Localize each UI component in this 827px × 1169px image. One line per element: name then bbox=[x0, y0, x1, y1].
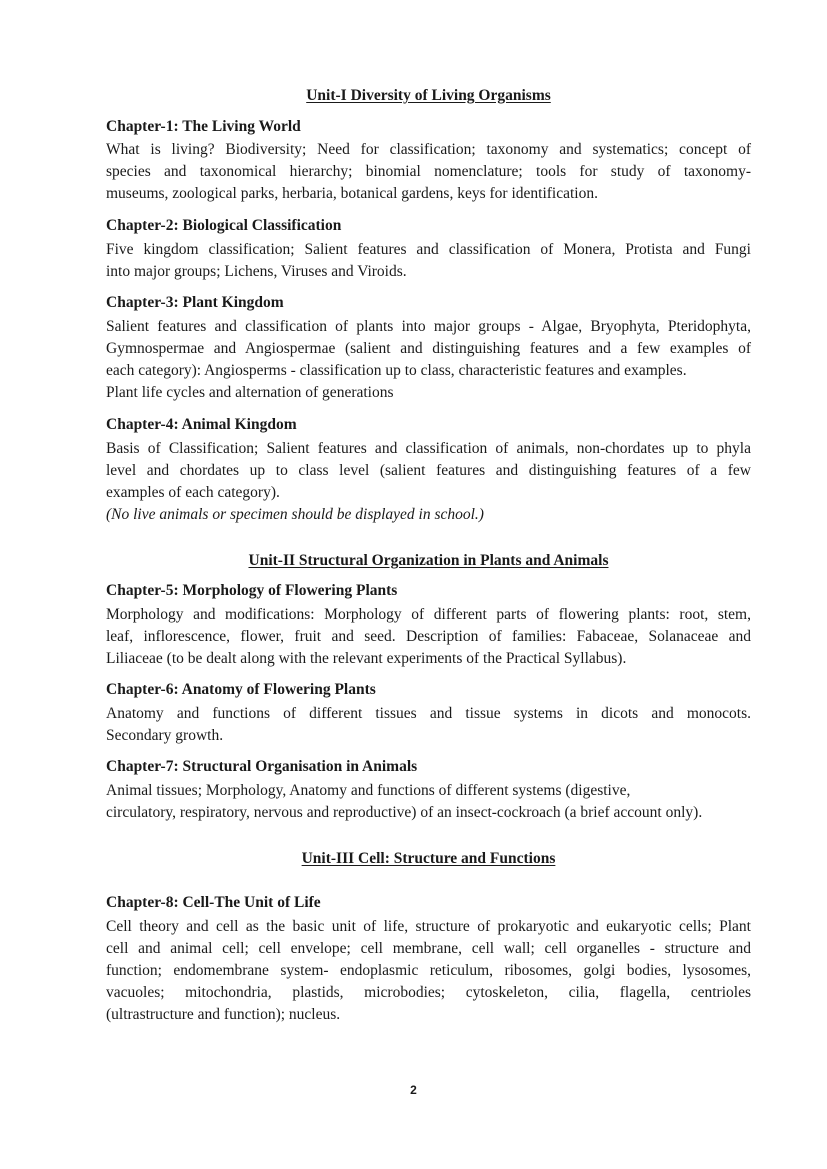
paragraph-line: Plant life cycles and alternation of generations bbox=[106, 384, 394, 401]
paragraph-line: Cell theory and cell as the basic unit of life, structure of prokaryotic and eukaryotic cells; Plant bbox=[106, 918, 751, 935]
unit-title: Unit-II Structural Organization in Plants and Animals bbox=[248, 552, 609, 569]
paragraph-line: Five kingdom classification; Salient features and classification of Monera, Protista and Fungi bbox=[106, 241, 751, 258]
chapter-title: Chapter-7: Structural Organisation in Animals bbox=[106, 758, 418, 775]
paragraph-line: Animal tissues; Morphology, Anatomy and functions of different systems (digestive, bbox=[106, 782, 631, 799]
paragraph-line: function; endomembrane system- endoplasmic reticulum, ribosomes, golgi bodies, lysosomes, bbox=[106, 962, 751, 979]
paragraph-line: museums, zoological parks, herbaria, botanical gardens, keys for identification. bbox=[106, 185, 598, 202]
unit-title: Unit-III Cell: Structure and Functions bbox=[301, 850, 556, 867]
paragraph-line: examples of each category). bbox=[106, 484, 280, 501]
chapter-section bbox=[106, 216, 751, 283]
chapter-section bbox=[106, 757, 751, 824]
chapter-section bbox=[106, 581, 751, 670]
paragraph-line: cell and animal cell; cell envelope; cell membrane, cell wall; cell organelles - structure and bbox=[106, 940, 751, 957]
chapter-section bbox=[106, 415, 751, 526]
chapter-section bbox=[106, 680, 751, 747]
paragraph-line: Secondary growth. bbox=[106, 727, 224, 744]
italic-note: (No live animals or specimen should be displayed in school.) bbox=[106, 506, 484, 523]
chapter-title: Chapter-6: Anatomy of Flowering Plants bbox=[106, 681, 376, 698]
paragraph-line: What is living? Biodiversity; Need for classification; taxonomy and systematics; concept of bbox=[106, 141, 751, 158]
paragraph-line: Morphology and modifications: Morphology of different parts of flowering plants: root, stem, bbox=[106, 606, 751, 623]
paragraph-line: Anatomy and functions of different tissues and tissue systems in dicots and monocots. bbox=[106, 705, 751, 722]
chapter-title: Chapter-3: Plant Kingdom bbox=[106, 294, 284, 311]
paragraph-line: vacuoles; mitochondria, plastids, microbodies; cytoskeleton, cilia, flagella, centrioles bbox=[106, 984, 751, 1001]
chapter-title: Chapter-2: Biological Classification bbox=[106, 217, 342, 234]
paragraph-line: level and chordates up to class level (salient features and distinguishing features of a few bbox=[106, 462, 751, 479]
paragraph-line: Basis of Classification; Salient features and classification of animals, non-chordates up to phyla bbox=[106, 440, 751, 457]
paragraph-line: leaf, inflorescence, flower, fruit and seed. Description of families: Fabaceae, Solanaceae and bbox=[106, 628, 751, 645]
paragraph-line: circulatory, respiratory, nervous and reproductive) of an insect-cockroach (a brief account only). bbox=[106, 804, 703, 821]
page-number: 2 bbox=[410, 1083, 417, 1097]
chapter-title: Chapter-1: The Living World bbox=[106, 118, 301, 135]
paragraph-line: each category): Angiosperms - classification up to class, characteristic features and examples. bbox=[106, 362, 687, 379]
unit-title: Unit-I Diversity of Living Organisms bbox=[306, 87, 551, 104]
chapter-title: Chapter-5: Morphology of Flowering Plants bbox=[106, 582, 398, 599]
paragraph-line: (ultrastructure and function); nucleus. bbox=[106, 1006, 341, 1023]
paragraph-line: Gymnospermae and Angiospermae (salient and distinguishing features and a few examples of bbox=[106, 340, 751, 357]
chapter-title: Chapter-8: Cell-The Unit of Life bbox=[106, 894, 321, 911]
chapter-section bbox=[106, 293, 751, 404]
paragraph-line: Salient features and classification of plants into major groups - Algae, Bryophyta, Pteridophyta, bbox=[106, 318, 751, 335]
chapter-section bbox=[106, 893, 751, 1026]
paragraph-line: Liliaceae (to be dealt along with the relevant experiments of the Practical Syllabus). bbox=[106, 650, 627, 667]
paragraph-line: into major groups; Lichens, Viruses and Viroids. bbox=[106, 263, 407, 280]
chapter-title: Chapter-4: Animal Kingdom bbox=[106, 416, 297, 433]
chapter-section bbox=[106, 117, 751, 205]
paragraph-line: species and taxonomical hierarchy; binomial nomenclature; tools for study of taxonomy- bbox=[106, 163, 751, 180]
